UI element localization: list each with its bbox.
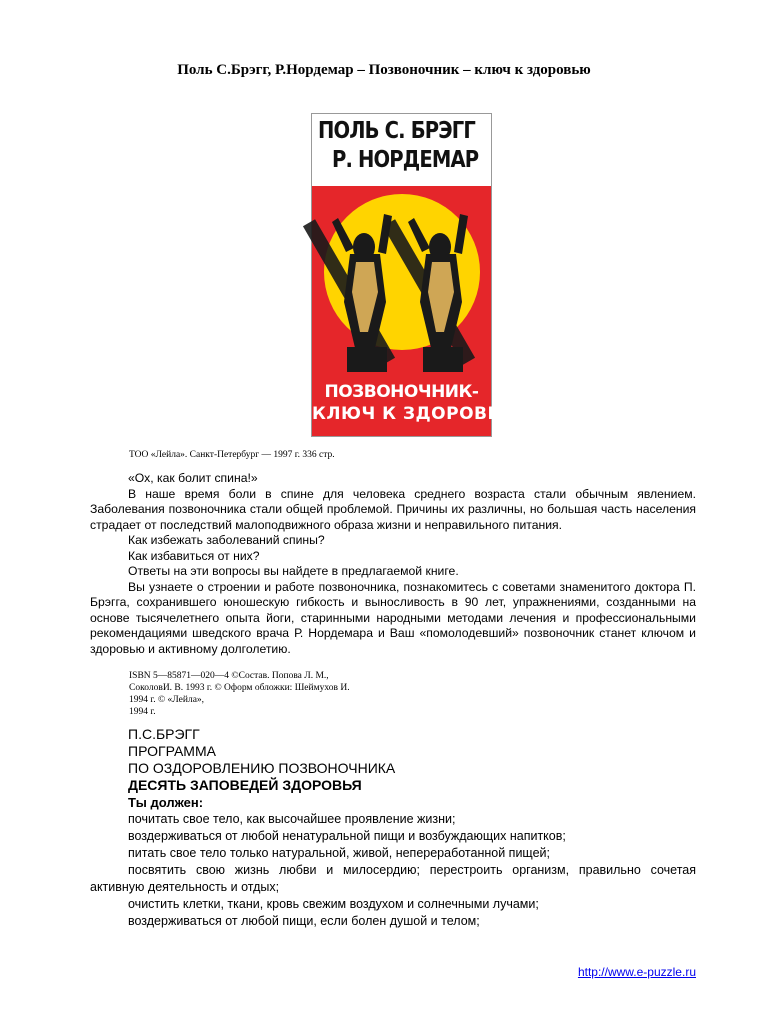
cover-atlas-figures-illustration: [322, 192, 482, 372]
commandments-heading: ДЕСЯТЬ ЗАПОВЕДЕЙ ЗДОРОВЬЯ: [128, 777, 362, 793]
cover-author-1: ПОЛЬ С. БРЭГГ: [318, 118, 475, 144]
intro-text: [90, 471, 696, 657]
must-label: Ты должен:: [128, 795, 204, 810]
isbn-line: СоколовИ. В. 1993 г. © Оформ обложки: Шеймухов И.: [129, 683, 350, 693]
program-subheading: ПО ОЗДОРОВЛЕНИЮ ПОЗВОНОЧНИКА: [128, 760, 396, 776]
list-item: посвятить свою жизнь любви и милосердию; перестроить организм, правильно сочетая активную деятельность и отдых;: [90, 863, 696, 894]
cover-title-line-1: ПОЗВОНОЧНИК-: [324, 382, 479, 402]
list-item: питать свое тело только натуральной, живой, непереработанной пищей;: [128, 846, 550, 860]
cover-red-panel: [312, 186, 522, 436]
intro-paragraph: Как избавиться от них?: [128, 548, 260, 563]
isbn-line: ISBN 5—85871—020—4 ©Состав. Попова Л. М.,: [129, 671, 329, 681]
program-section: [90, 726, 696, 930]
publisher-line: ТОО «Лейла». Санкт-Петербург — 1997 г. 336 стр.: [129, 450, 335, 460]
isbn-block: [129, 670, 449, 718]
commandments-list: [90, 811, 696, 930]
isbn-line: 1994 г. © «Лейла»,: [129, 695, 205, 705]
intro-paragraph: Как избежать заболеваний спины?: [128, 533, 325, 547]
program-author: П.С.БРЭГГ: [128, 726, 200, 742]
book-cover-image: [311, 113, 522, 437]
intro-paragraph: Вы узнаете о строении и работе позвоночника, познакомитесь с советами знаменитого доктора П. Брэгга, сохранившего юношескую гибкость и выносливость в 90 лет, упражнениями, созданными на основе тысячелетнего опыта йоги, старинными народными методами лечения и профессиональными рекомендациями шведского врача Р. Нордемара и Ваш «помолодевший» позвоночник станет ключом и здоровью и активному долголетию.: [90, 579, 696, 656]
document-title: Поль С.Брэгг, Р.Нордемар – Позвоночник – ключ к здоровью: [177, 62, 591, 78]
program-heading: ПРОГРАММА: [128, 743, 216, 759]
list-item: воздерживаться от любой ненатуральной пищи и возбуждающих напитков;: [128, 829, 566, 843]
intro-paragraph: В наше время боли в спине для человека среднего возраста стали обычным явлением. Заболевания позвоночника стали общей проблемой. Причины их различны, но большая часть населения страдает от последствий малоподвижного образа жизни и неправильного питания.: [90, 486, 696, 532]
list-item: почитать свое тело, как высочайшее проявление жизни;: [128, 812, 456, 826]
footer-link[interactable]: http://www.e-puzzle.ru: [577, 965, 696, 979]
cover-author-2: Р. НОРДЕМАР: [332, 147, 479, 173]
cover-title-line-2: КЛЮЧ К ЗДОРОВЬЮ: [312, 404, 522, 424]
list-item: очистить клетки, ткани, кровь свежим воздухом и солнечными лучами;: [128, 897, 539, 911]
isbn-line: 1994 г.: [129, 707, 156, 717]
list-item: воздерживаться от любой пищи, если болен душой и телом;: [128, 914, 480, 928]
intro-paragraph: Ответы на эти вопросы вы найдете в предлагаемой книге.: [128, 564, 459, 578]
intro-paragraph: «Ох, как болит спина!»: [128, 471, 258, 485]
cover-authors: [312, 114, 491, 184]
